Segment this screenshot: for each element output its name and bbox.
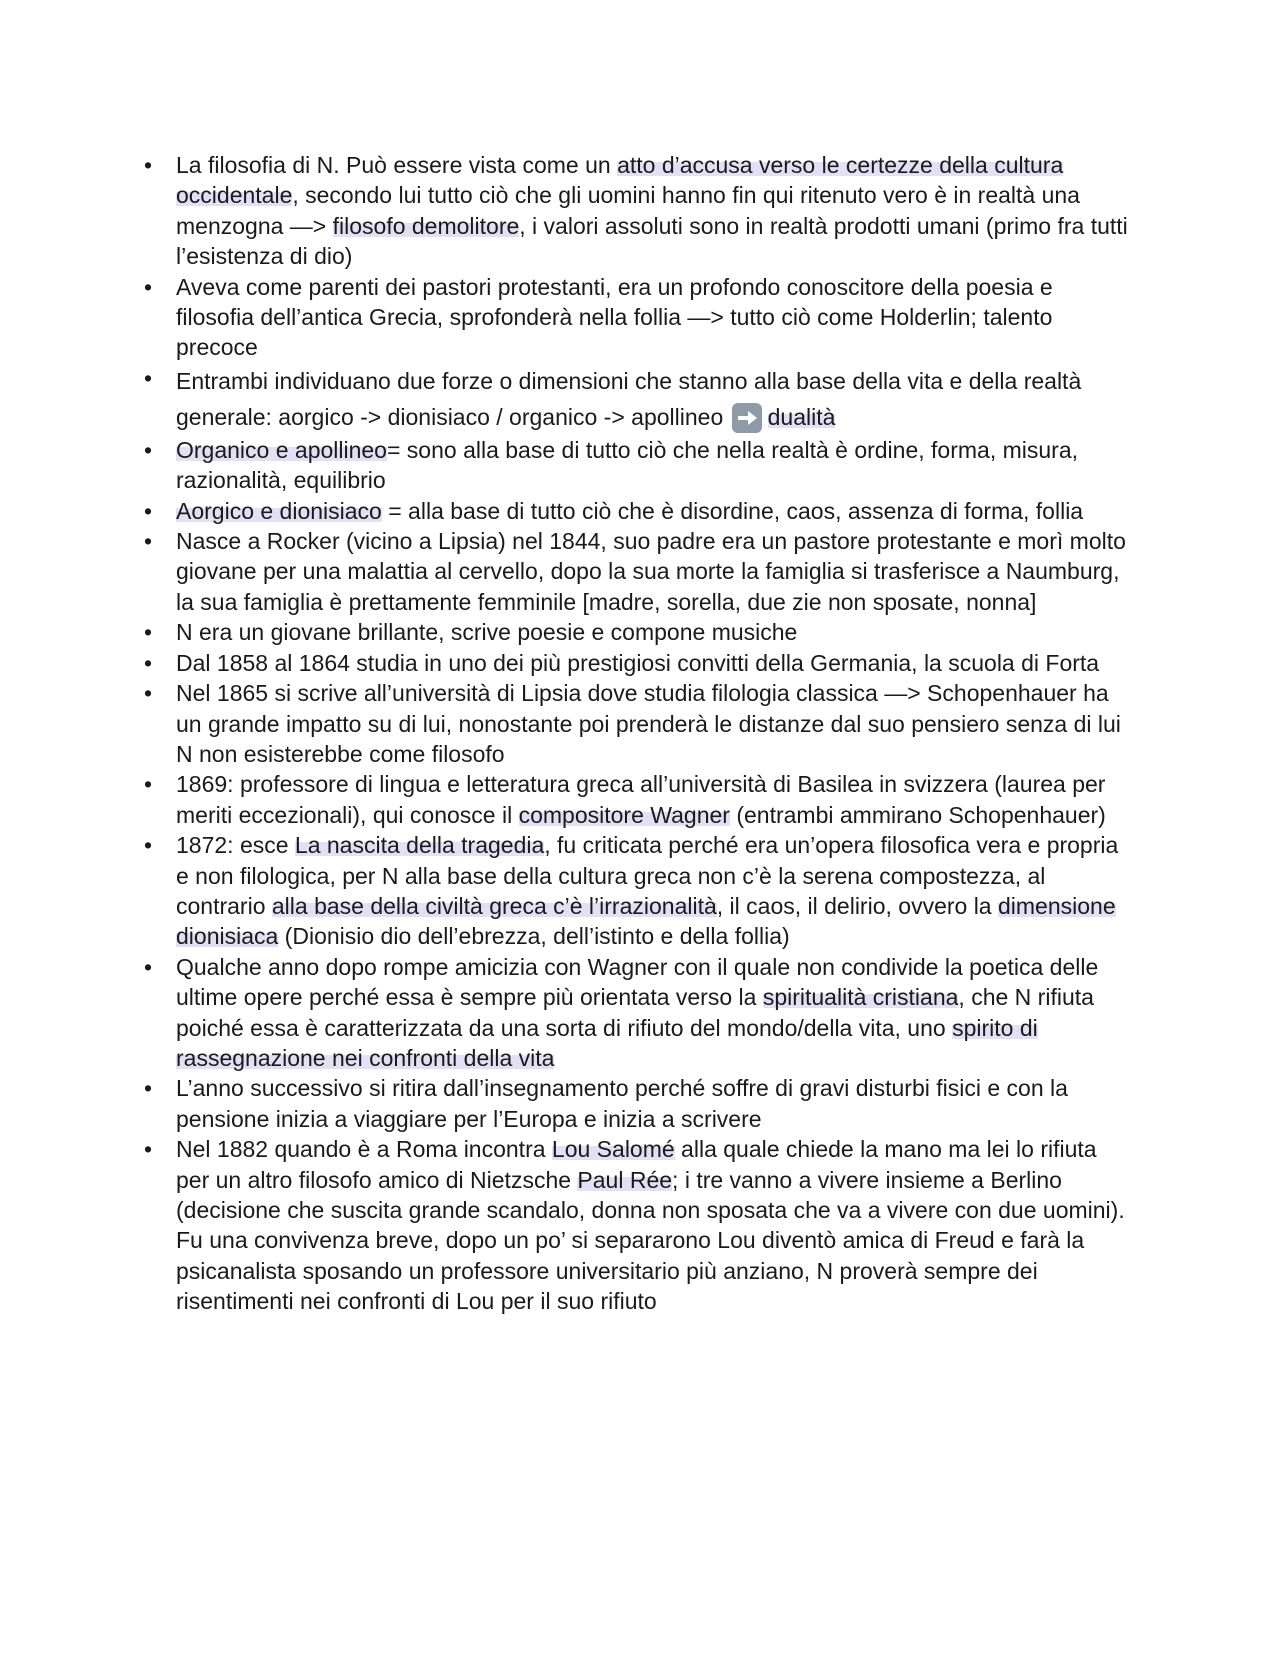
bullet-icon: • bbox=[144, 649, 153, 676]
list-item bbox=[142, 830, 1132, 952]
highlighted-text: alla base della civiltà greca c’è l’irrazionalità bbox=[271, 892, 717, 919]
list-item bbox=[142, 648, 1132, 678]
list-item-text bbox=[176, 368, 1081, 430]
list-item-text bbox=[176, 619, 797, 645]
text-run: Qualche anno dopo rompe amicizia con Wagner con il quale non condivide la poetica delle ultime opere perché essa è sempre più orientata verso la bbox=[176, 953, 1099, 1011]
list-item-text bbox=[176, 152, 1128, 269]
list-item bbox=[142, 526, 1132, 617]
list-item bbox=[142, 769, 1132, 830]
list-item-text bbox=[176, 274, 1053, 361]
highlighted-text: dualità bbox=[767, 403, 836, 430]
list-item-text bbox=[176, 498, 1083, 524]
list-item bbox=[142, 1073, 1132, 1134]
text-run: = alla base di tutto ciò che è disordine, caos, assenza di forma, follia bbox=[381, 497, 1084, 524]
text-run: , secondo lui tutto ciò che gli uomini hanno fin qui ritenuto vero è in realtà una menzogna —> bbox=[176, 182, 1080, 239]
list-item-text bbox=[176, 650, 1099, 676]
text-run: = sono alla base di tutto ciò che nella realtà è ordine, forma, misura, razionalità, equilibrio bbox=[176, 436, 1079, 494]
text-run: , fu criticata perché era un’opera filosofica vera e propria e non filologica, per N alla base della cultura greca non c’è la serena compostezza, al contrario bbox=[176, 832, 1119, 919]
text-run: Nel 1865 si scrive all’università di Lipsia dove studia filologia classica —> Schopenhauer ha un grande impatto su di lui, nonostante poi prenderà le distanze dal suo pensiero senza di lui N non esisterebbe come filosofo bbox=[176, 680, 1121, 767]
highlighted-text: dimensione dionisiaca bbox=[176, 892, 1116, 950]
highlighted-text: Organico e apollineo bbox=[176, 436, 387, 463]
bullet-icon: • bbox=[144, 364, 153, 391]
list-item-text bbox=[176, 771, 1106, 827]
list-item bbox=[142, 272, 1132, 363]
bullet-icon: • bbox=[144, 953, 153, 980]
text-run: Nasce a Rocker (vicino a Lipsia) nel 1844, suo padre era un pastore protestante e morì molto giovane per una malattia al cervello, dopo la sua morte la famiglia si trasferisce a Naumburg, la sua famiglia è prettamente femminile [madre, sorella, due zie non sposate, nonna] bbox=[176, 528, 1126, 615]
text-run: , il caos, il delirio, ovvero la bbox=[716, 892, 998, 919]
bullet-icon: • bbox=[144, 680, 153, 707]
text-run: , i valori assoluti sono in realtà prodotti umani (primo fra tutti l’esistenza di dio) bbox=[176, 212, 1128, 270]
list-item bbox=[142, 363, 1132, 435]
text-run: , che N rifiuta poiché essa è caratterizzata da una sorta di rifiuto del mondo/della vita, uno bbox=[176, 984, 1094, 1041]
list-item bbox=[142, 1134, 1132, 1316]
highlighted-text: spiritualità cristiana bbox=[762, 984, 959, 1011]
list-item bbox=[142, 150, 1132, 272]
bullet-icon: • bbox=[144, 771, 153, 798]
list-item-text bbox=[176, 680, 1121, 767]
list-item bbox=[142, 952, 1132, 1074]
text-run: La filosofia di N. Può essere vista come un bbox=[176, 152, 618, 178]
bullet-list bbox=[142, 150, 1132, 1317]
highlighted-text: Paul Rée bbox=[577, 1166, 673, 1193]
text-run: (Dionisio dio dell’ebrezza, dell’istinto e della follia) bbox=[278, 923, 790, 950]
list-item-text bbox=[176, 832, 1118, 949]
text-run: Aveva come parenti dei pastori protestanti, era un profondo conoscitore della poesia e filosofia dell’antica Grecia, sprofonderà nella follia —> tutto ciò come Holderlin; talento precoce bbox=[176, 273, 1053, 361]
list-item bbox=[142, 496, 1132, 526]
bullet-icon: • bbox=[144, 436, 153, 463]
list-item-text bbox=[176, 1075, 1068, 1131]
text-run: Entrambi individuano due forze o dimensioni che stanno alla base della vita e della realtà generale: aorgico -> dionisiaco / organico -> apollineo bbox=[176, 367, 1082, 430]
highlighted-text: Aorgico e dionisiaco bbox=[176, 497, 382, 524]
text-run: alla quale chiede la mano ma lei lo rifiuta per un altro filosofo amico di Nietzsche bbox=[176, 1136, 1097, 1193]
text-run: N era un giovane brillante, scrive poesie e compone musiche bbox=[176, 619, 798, 646]
highlighted-text: Lou Salomé bbox=[551, 1136, 675, 1163]
list-item bbox=[142, 435, 1132, 496]
text-run: L’anno successivo si ritira dall’insegnamento perché soffre di gravi disturbi fisici e con la pensione inizia a viaggiare per l’Europa e inizia a scrivere bbox=[176, 1075, 1068, 1132]
bullet-icon: • bbox=[144, 1075, 153, 1102]
highlighted-text: atto d’accusa verso le certezze della cultura occidentale bbox=[176, 152, 1064, 209]
highlighted-text: spirito di rassegnazione nei confronti della vita bbox=[176, 1014, 1038, 1071]
bullet-icon: • bbox=[144, 1136, 153, 1163]
text-run: ; i tre vanno a vivere insieme a Berlino (decisione che suscita grande scandalo, donna non sposata che va a vivere con due uomini). Fu una convivenza breve, dopo un po’ si separarono Lou diventò amica di Freud e farà la psicanalista sposando un professore universitario più anziano, N proverà sempre dei risentimenti nei confronti di Lou per il suo rifiuto bbox=[176, 1166, 1125, 1315]
highlighted-text: filosofo demolitore bbox=[332, 212, 520, 239]
right-arrow-icon bbox=[732, 403, 762, 433]
highlighted-text: compositore Wagner bbox=[518, 801, 730, 828]
text-run: 1869: professore di lingua e letteratura greca all’università di Basilea in svizzera (laurea per meriti eccezionali), qui conosce il bbox=[176, 771, 1106, 828]
list-item-text bbox=[176, 528, 1126, 615]
list-item-text bbox=[176, 1136, 1125, 1314]
list-item bbox=[142, 678, 1132, 769]
bullet-icon: • bbox=[144, 528, 153, 555]
text-run: (entrambi ammirano Schopenhauer) bbox=[729, 801, 1106, 828]
bullet-icon: • bbox=[144, 273, 153, 300]
text-run: Nel 1882 quando è a Roma incontra bbox=[176, 1136, 552, 1163]
bullet-icon: • bbox=[144, 152, 153, 178]
text-run: 1872: esce bbox=[176, 832, 295, 859]
highlighted-text: La nascita della tragedia bbox=[294, 832, 545, 859]
list-item bbox=[142, 617, 1132, 647]
bullet-icon: • bbox=[144, 832, 153, 859]
list-item-text bbox=[176, 437, 1078, 493]
bullet-icon: • bbox=[144, 619, 153, 646]
text-run: Dal 1858 al 1864 studia in uno dei più prestigiosi convitti della Germania, la scuola di Forta bbox=[176, 649, 1100, 676]
list-item-text bbox=[176, 954, 1098, 1071]
bullet-icon: • bbox=[144, 497, 153, 524]
